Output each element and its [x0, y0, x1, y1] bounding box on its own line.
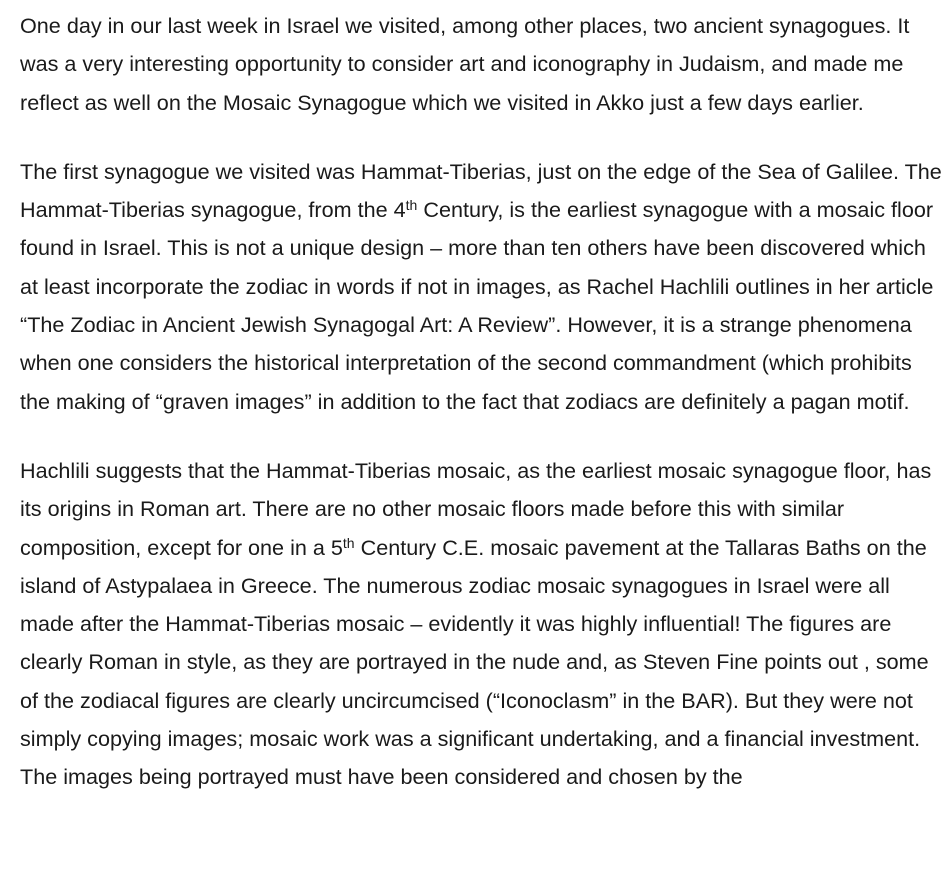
paragraph-roman-text-a: Hachlili suggests that the Hammat-Tiberias mosaic, as the earliest mosaic synagogue floor, has its origins in Roman art. There are no other mosaic floors made before this with similar composition, except for one in a 5 [20, 457, 932, 560]
paragraph-intro [20, 7, 942, 122]
paragraph-hammat-tiberias [20, 153, 942, 421]
ordinal-suffix: th [342, 534, 355, 551]
paragraph-hammat-text-a: The first synagogue we visited was Hammat-Tiberias, just on the edge of the Sea of Galilee. The Hammat-Tiberias synagogue, from the 4 [20, 158, 942, 223]
article-body [20, 7, 942, 828]
paragraph-roman-origins [20, 452, 942, 797]
paragraph-roman-text-b: Century C.E. mosaic pavement at the Tallaras Baths on the island of Astypalaea in Greece. The numerous zodiac mosaic synagogues in Israel were all made after the Hammat-Tiberias mosaic – evidently it was highly influential! The figures are clearly Roman in style, as they are portrayed in the nude and, as Steven Fine points out , some of the zodiacal figures are clearly uncircumcised (“Iconoclasm” in the BAR). But they were not simply copying images; mosaic work was a significant undertaking, and a financial investment. The images being portrayed must have been considered and chosen by the [20, 534, 929, 790]
ordinal-suffix: th [405, 197, 418, 214]
paragraph-intro-text: One day in our last week in Israel we visited, among other places, two ancient synagogues. It was a very interesting opportunity to consider art and iconography in Judaism, and made me reflect as well on the Mosaic Synagogue which we visited in Akko just a few days earlier. [20, 13, 910, 115]
paragraph-hammat-text-b: Century, is the earliest synagogue with a mosaic floor found in Israel. This is not a unique design – more than ten others have been discovered which at least incorporate the zodiac in words if not in images, as Rachel Hachlili outlines in her article “The Zodiac in Ancient Jewish Synagogal Art: A Review”. However, it is a strange phenomena when one considers the historical interpretation of the second commandment (which prohibits the making of “graven images” in addition to the fact that zodiacs are definitely a pagan motif. [20, 197, 934, 414]
